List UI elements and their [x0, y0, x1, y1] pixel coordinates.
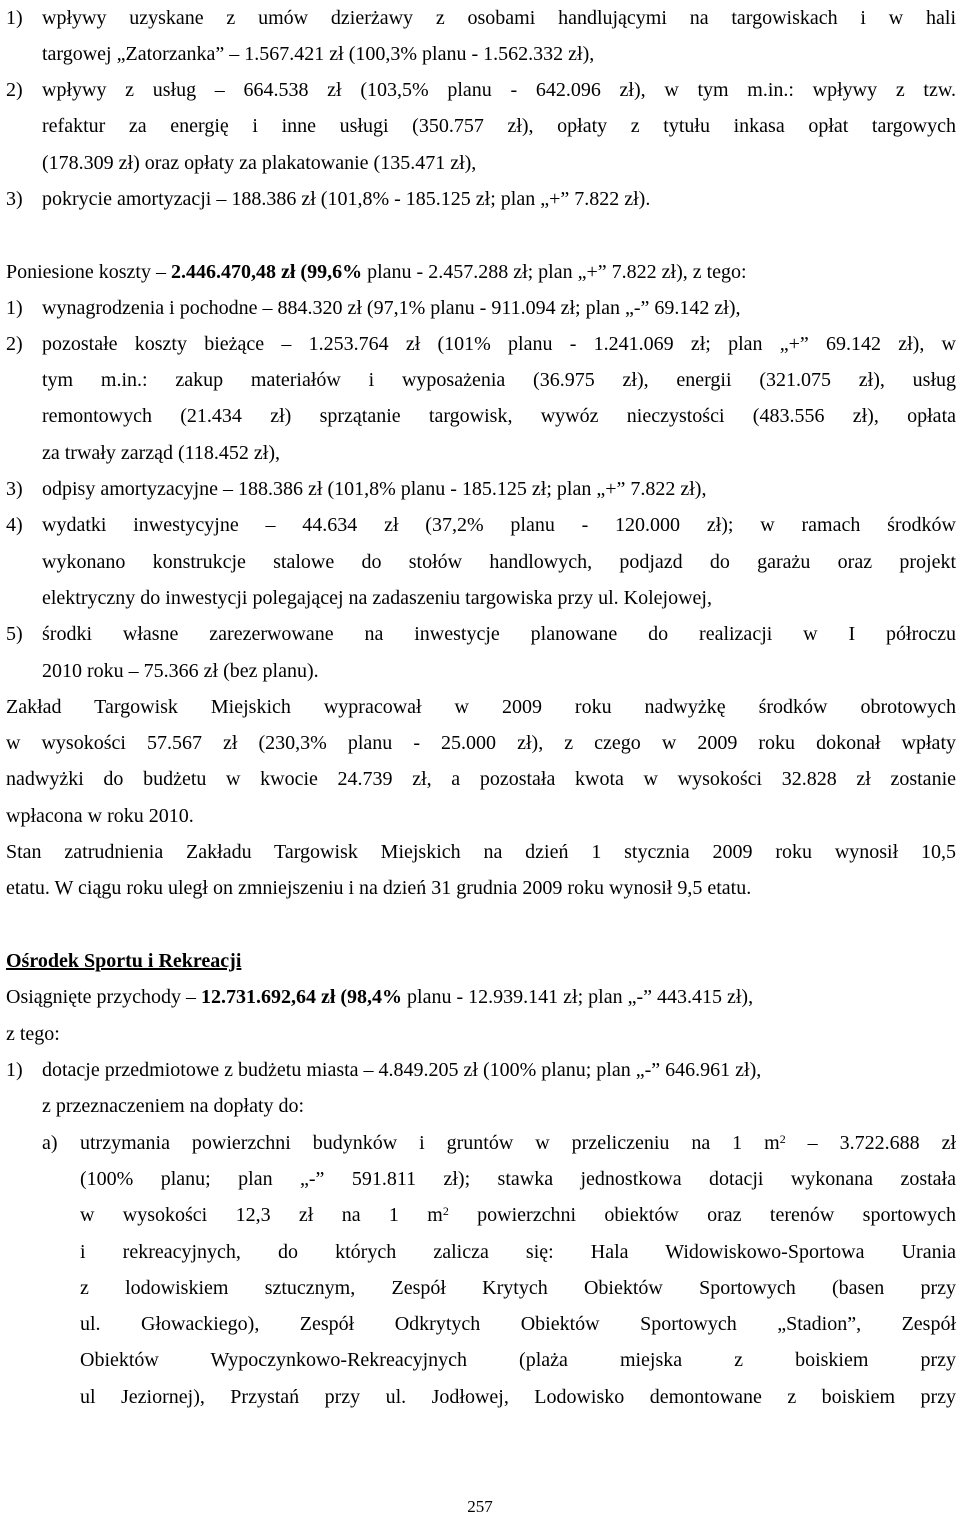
text-line: Zakład Targowisk Miejskich wypracował w 2009 roku nadwyżkę środków obrotowych	[6, 696, 956, 718]
text-span: Poniesione koszty –	[6, 261, 171, 283]
list-number: 1)	[6, 7, 23, 29]
text-line: nadwyżki do budżetu w kwocie 24.739 zł, a pozostała kwota w wysokości 32.828 zł zostanie	[6, 768, 956, 790]
text-line: wynagrodzenia i pochodne – 884.320 zł (97,1% planu - 911.094 zł; plan „-” 69.142 zł),	[42, 297, 741, 319]
text-line: z tego:	[6, 1023, 60, 1045]
list-number: 1)	[6, 297, 23, 319]
text-line: wykonano konstrukcje stalowe do stołów handlowych, podjazd do garażu oraz projekt	[42, 551, 956, 573]
text-line: wpływy z usług – 664.538 zł (103,5% planu - 642.096 zł), w tym m.in.: wpływy z tzw.	[42, 79, 956, 101]
text-line: ul Jeziornej), Przystań przy ul. Jodłowej, Lodowisko demontowane z boiskiem przy	[80, 1386, 956, 1408]
text-line: środki własne zarezerwowane na inwestycje planowane do realizacji w I półroczu	[42, 623, 956, 645]
text-line: tym m.in.: zakup materiałów i wyposażenia (36.975 zł), energii (321.075 zł), usług	[42, 369, 956, 391]
text-line: pozostałe koszty bieżące – 1.253.764 zł (101% planu - 1.241.069 zł; plan „+” 69.142 zł), w	[42, 333, 956, 355]
text-line: etatu. W ciągu roku uległ on zmniejszeniu i na dzień 31 grudnia 2009 roku wynosił 9,5 etatu.	[6, 877, 752, 899]
text-span: Osiągnięte przychody –	[6, 986, 201, 1008]
text-span: planu - 2.457.288 zł; plan „+” 7.822 zł), z tego:	[362, 261, 747, 283]
text-line: elektryczny do inwestycji polegającej na zadaszeniu targowiska przy ul. Kolejowej,	[42, 587, 712, 609]
costs-heading-line	[6, 260, 956, 284]
text-line: Obiektów Wypoczynkowo-Rekreacyjnych (plaża miejska z boiskiem przy	[80, 1349, 956, 1371]
list-number: 3)	[6, 188, 23, 210]
text-line: remontowych (21.434 zł) sprzątanie targowisk, wywóz nieczystości (483.556 zł), opłata	[42, 405, 956, 427]
revenue-line	[6, 985, 956, 1009]
list-number: 1)	[6, 1059, 23, 1081]
text-line: (100% planu; plan „-” 591.811 zł); stawka jednostkowa dotacji wykonana została	[80, 1168, 956, 1190]
text-line: z przeznaczeniem na dopłaty do:	[42, 1095, 305, 1117]
text-span: w wysokości 12,3 zł na 1 m	[80, 1204, 443, 1226]
text-line-sup	[80, 1203, 956, 1227]
list-number: 4)	[6, 514, 23, 536]
text-line: z lodowiskiem sztucznym, Zespół Krytych Obiektów Sportowych (basen przy	[80, 1277, 956, 1299]
bold-amount: 2.446.470,48 zł (99,6%	[171, 261, 363, 283]
list-letter: a)	[42, 1132, 58, 1154]
superscript: 2	[442, 1204, 449, 1218]
list-number: 3)	[6, 478, 23, 500]
list-number: 2)	[6, 333, 23, 355]
text-span: – 3.722.688 zł	[785, 1132, 956, 1154]
text-line: wpłacona w roku 2010.	[6, 805, 194, 827]
text-line: i rekreacyjnych, do których zalicza się: Hala Widowiskowo-Sportowa Urania	[80, 1241, 956, 1263]
text-line: refaktur za energię i inne usługi (350.757 zł), opłaty z tytułu inkasa opłat targowych	[42, 115, 956, 137]
text-span: powierzchni obiektów oraz terenów sportowych	[448, 1204, 956, 1226]
text-line: Stan zatrudnienia Zakładu Targowisk Miejskich na dzień 1 stycznia 2009 roku wynosił 10,5	[6, 841, 956, 863]
text-line: odpisy amortyzacyjne – 188.386 zł (101,8% planu - 185.125 zł; plan „+” 7.822 zł),	[42, 478, 707, 500]
text-line: wydatki inwestycyjne – 44.634 zł (37,2% planu - 120.000 zł); w ramach środków	[42, 514, 956, 536]
text-span: planu - 12.939.141 zł; plan „-” 443.415 zł),	[402, 986, 754, 1008]
text-line: w wysokości 57.567 zł (230,3% planu - 25.000 zł), z czego w 2009 roku dokonał wpłaty	[6, 732, 956, 754]
text-line: targowej „Zatorzanka” – 1.567.421 zł (100,3% planu - 1.562.332 zł),	[42, 43, 595, 65]
text-line: za trwały zarząd (118.452 zł),	[42, 442, 281, 464]
text-line: dotacje przedmiotowe z budżetu miasta – 4.849.205 zł (100% planu; plan „-” 646.961 zł),	[42, 1059, 762, 1081]
text-line: pokrycie amortyzacji – 188.386 zł (101,8% - 185.125 zł; plan „+” 7.822 zł).	[42, 188, 651, 210]
list-number: 5)	[6, 623, 23, 645]
superscript: 2	[779, 1132, 786, 1146]
text-line: wpływy uzyskane z umów dzierżawy z osobami handlującymi na targowiskach i w hali	[42, 7, 956, 29]
page-number: 257	[467, 1497, 493, 1516]
text-line-sup	[80, 1131, 956, 1155]
bold-amount: 12.731.692,64 zł (98,4%	[200, 986, 403, 1008]
text-line: 2010 roku – 75.366 zł (bez planu).	[42, 660, 319, 682]
text-line: (178.309 zł) oraz opłaty za plakatowanie (135.471 zł),	[42, 152, 477, 174]
list-number: 2)	[6, 79, 23, 101]
section-heading: Ośrodek Sportu i Rekreacji	[6, 950, 242, 972]
text-span: utrzymania powierzchni budynków i gruntów w przeliczeniu na 1 m	[80, 1132, 780, 1154]
text-line: ul. Głowackiego), Zespół Odkrytych Obiektów Sportowych „Stadion”, Zespół	[80, 1313, 956, 1335]
